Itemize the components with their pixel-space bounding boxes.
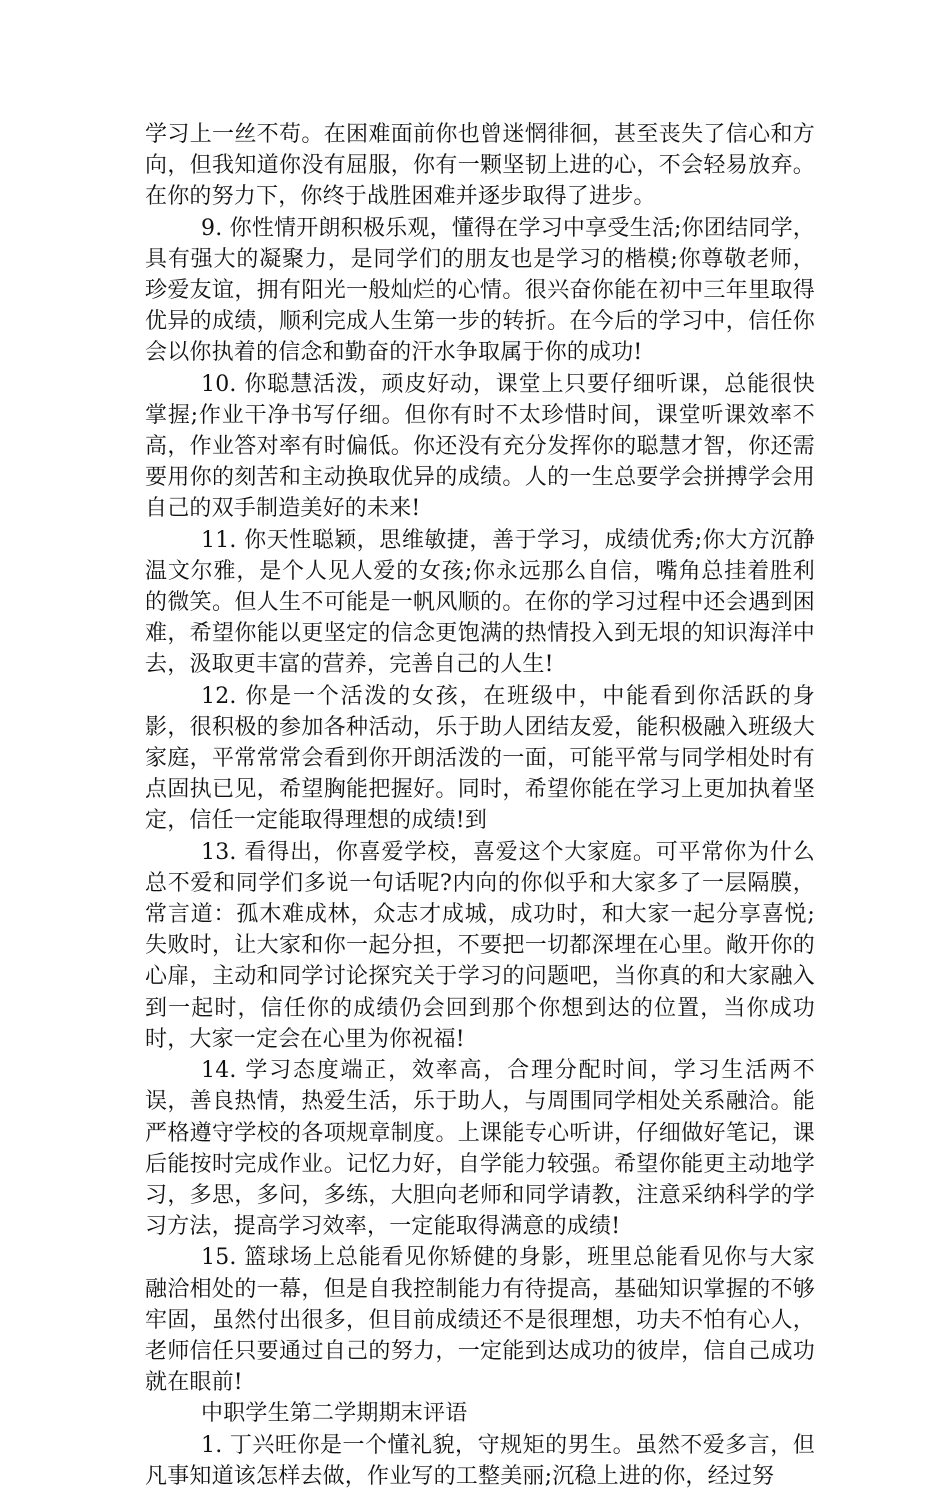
document-body [145, 119, 815, 1492]
paragraph-12: 12. 你是一个活泼的女孩，在班级中，中能看到你活跃的身影，很积极的参加各种活动，乐于助人团结友爱，能积极融入班级大家庭，平常常常会看到你开朗活泼的一面，可能平常与同学相处时有点固执已见，希望胸能把握好。同时，希望你能在学习上更加执着坚定，信任一定能取得理想的成绩!到 [145, 683, 815, 834]
paragraph-13: 13. 看得出，你喜爱学校，喜爱这个大家庭。可平常你为什么总不爱和同学们多说一句话呢?内向的你似乎和大家多了一层隔膜，常言道：孤木难成林，众志才成城，成功时，和大家一起分享喜悦;失败时，让大家和你一起分担，不要把一切都深埋在心里。敞开你的心扉，主动和同学讨论探究关于学习的问题吧，当你真的和大家融入到一起时，信任你的成绩仍会回到那个你想到达的位置，当你成功时，大家一定会在心里为你祝福! [145, 839, 815, 1052]
paragraph-10: 10. 你聪慧活泼，顽皮好动，课堂上只要仔细听课，总能很快掌握;作业干净书写仔细。但你有时不太珍惜时间，课堂听课效率不高，作业答对率有时偏低。你还没有充分发挥你的聪慧才智，你还需要用你的刻苦和主动换取优异的成绩。人的一生总要学会拼搏学会用自己的双手制造美好的未来! [145, 371, 815, 522]
paragraph-15: 15. 篮球场上总能看见你矫健的身影，班里总能看见你与大家融洽相处的一幕，但是自我控制能力有待提高，基础知识掌握的不够牢固，虽然付出很多，但目前成绩还不是很理想，功夫不怕有心人，老师信任只要通过自己的努力，一定能到达成功的彼岸，信自己成功就在眼前! [145, 1245, 815, 1396]
paragraph-8-continued: 学习上一丝不苟。在困难面前你也曾迷惘徘徊，甚至丧失了信心和方向，但我知道你没有屈服，你有一颗坚韧上进的心，不会轻易放弃。在你的努力下，你终于战胜困难并逐步取得了进步。 [145, 122, 815, 210]
paragraph-11: 11. 你天性聪颖，思维敏捷，善于学习，成绩优秀;你大方沉静温文尔雅，是个人见人爱的女孩;你永远那么自信，嘴角总挂着胜利的微笑。但人生不可能是一帆风顺的。在你的学习过程中还会遇到困难，希望你能以更坚定的信念更饱满的热情投入到无垠的知识海洋中去，汲取更丰富的营养，完善自己的人生! [145, 527, 815, 678]
paragraph-9: 9. 你性情开朗积极乐观，懂得在学习中享受生活;你团结同学，具有强大的凝聚力，是同学们的朋友也是学习的楷模;你尊敬老师，珍爱友谊，拥有阳光一般灿烂的心情。很兴奋你能在初中三年里取得优异的成绩，顺利完成人生第一步的转折。在今后的学习中，信任你会以你执着的信念和勤奋的汗水争取属于你的成功! [145, 215, 815, 366]
section-heading: 中职学生第二学期期末评语 [201, 1401, 468, 1427]
paragraph-1: 1. 丁兴旺你是一个懂礼貌，守规矩的男生。虽然不爱多言，但凡事知道该怎样去做，作业写的工整美丽;沉稳上进的你，经过努 [145, 1432, 815, 1489]
paragraph-14: 14. 学习态度端正，效率高，合理分配时间，学习生活两不误，善良热情，热爱生活，乐于助人，与周围同学相处关系融洽。能严格遵守学校的各项规章制度。上课能专心听讲，仔细做好笔记，课后能按时完成作业。记忆力好，自学能力较强。希望你能更主动地学习，多思，多问，多练，大胆向老师和同学请教，注意采纳科学的学习方法，提高学习效率，一定能取得满意的成绩! [145, 1058, 815, 1240]
